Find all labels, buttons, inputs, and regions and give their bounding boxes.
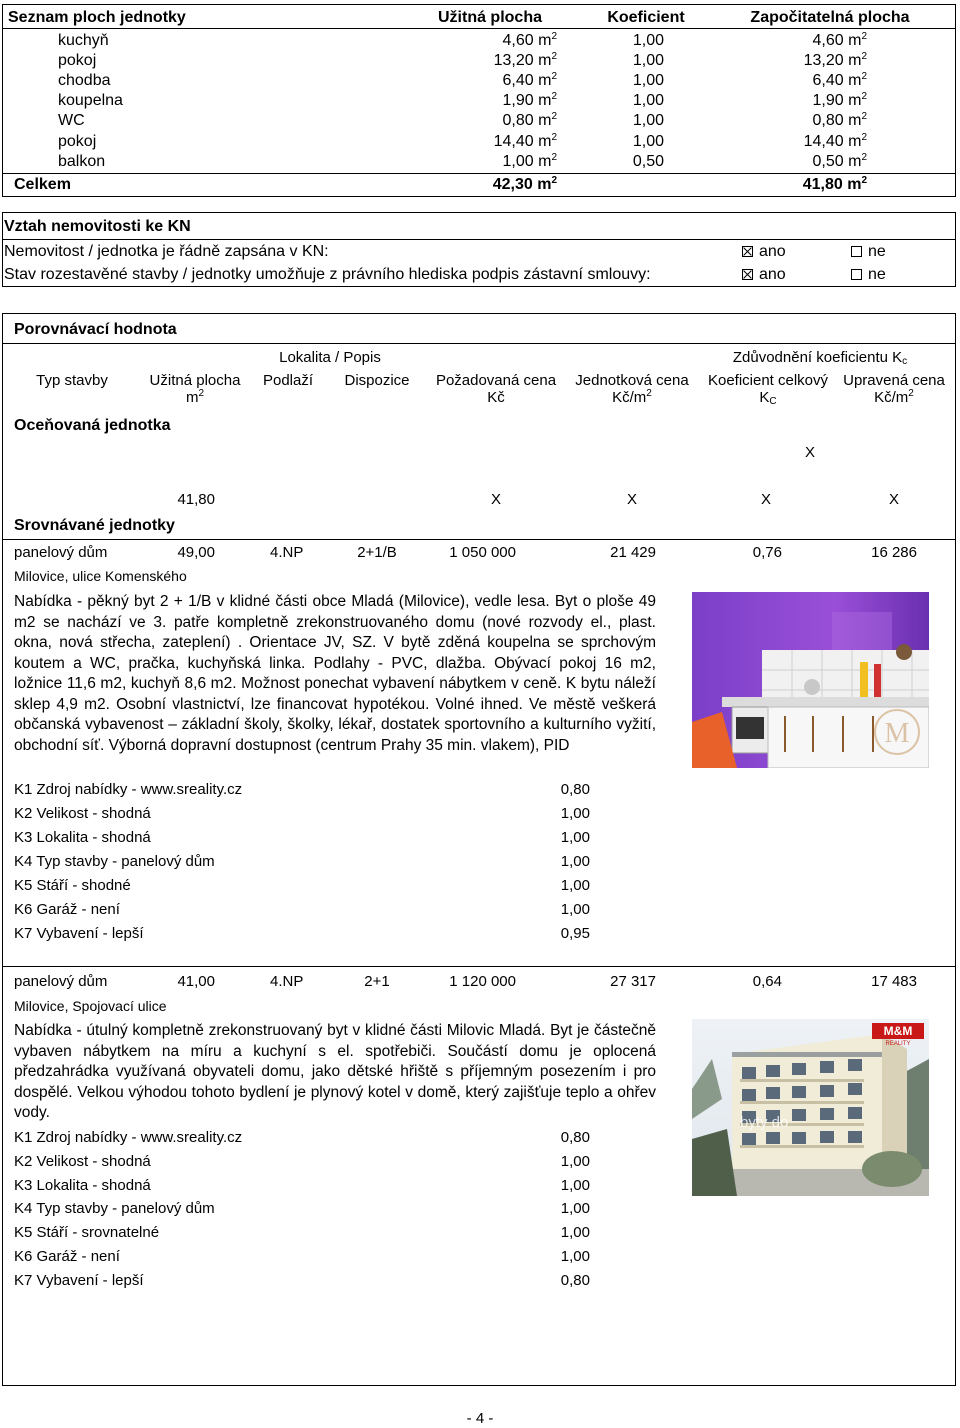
listing-adjusted-price: 17 483 bbox=[871, 973, 917, 990]
relation-row-2-no[interactable]: ne bbox=[851, 266, 886, 284]
room-area: 0,80 $m^2$ bbox=[502, 111, 557, 129]
listing-photo-building bbox=[692, 1019, 929, 1196]
valued-mark-unit-price: X bbox=[626, 491, 637, 508]
col-price: Požadovaná cena Kč bbox=[435, 372, 557, 406]
factor-label: K1 Zdroj nabídky - www.sreality.cz bbox=[14, 781, 243, 798]
room-coef: 1,00 bbox=[632, 32, 664, 49]
listing-coef: 0,76 bbox=[752, 544, 782, 561]
relation-row-1-label: Nemovitost / jednotka je řádně zapsána v KN: bbox=[4, 243, 329, 260]
photo-watermark: byty do bbox=[740, 1114, 789, 1131]
room-name: koupelna bbox=[58, 92, 123, 109]
factor-label: K6 Garáž - není bbox=[14, 1248, 120, 1265]
room-area: 6,40 $m^2$ bbox=[502, 71, 557, 89]
factor-value: 1,00 bbox=[560, 1153, 590, 1170]
factor-label: K3 Lokalita - shodná bbox=[14, 1177, 151, 1194]
relation-row-2-yes[interactable]: ano bbox=[742, 266, 786, 284]
room-counted: 6,40 $m^2$ bbox=[812, 71, 867, 89]
factor-label: K7 Vybavení - lepší bbox=[14, 925, 144, 942]
listing-type: panelový dům bbox=[14, 544, 108, 561]
valued-mark-adjusted: X bbox=[888, 491, 899, 508]
empty-checkbox-icon bbox=[851, 246, 862, 257]
room-area: 13,20 $m^2$ bbox=[493, 51, 557, 69]
room-coef: 1,00 bbox=[632, 72, 664, 89]
factor-value: 1,00 bbox=[560, 1200, 590, 1217]
valued-coef-mark: X bbox=[804, 444, 815, 461]
valued-mark-coef: X bbox=[760, 491, 771, 508]
factor-label: K3 Lokalita - shodná bbox=[14, 829, 151, 846]
room-counted: 14,40 $m^2$ bbox=[803, 132, 867, 150]
room-name: kuchyň bbox=[58, 32, 109, 49]
svg-text:M: M bbox=[884, 718, 910, 749]
room-area: 14,40 $m^2$ bbox=[493, 132, 557, 150]
factor-value: 1,00 bbox=[560, 1177, 590, 1194]
listing-description: Nabídka - pěkný byt 2 + 1/B v klidné části obce Mladá (Milovice), vedle lesa. Byt o ploše 49 m2 se nachází ve 3. patře kompletně zrekonstruovaného domu (nové rozvody el., plast. okna, nová střecha, zateplení) . Orientace JV, SZ. V bytě zděná koupelna se sprchovým koutem a WC, pračka, kuchyňská linka. Podlahy - PVC, dlažba. Obývací pokoj 16 m2, ložnice 11,6 m2, kuchyň 8,6 m2. Možnost ponechat vybavení nábytkem v ceně. K bytu náleží sklep 4,9 m2. Osobní vlastnictví, lze financovat hypotékou. Volné ihned. Ve městě veškerá občanská vybavenost – základní školy, školky, lékař, dostatek sportovního a kulturního vyžití, obchodní síť. Výborná dopravní dostupnost (centrum Prahy 35 min. vlakem), PID bbox=[14, 593, 656, 754]
listing-area: 49,00 bbox=[177, 544, 215, 561]
comparison-title: Porovnávací hodnota bbox=[14, 321, 177, 338]
factor-value: 0,80 bbox=[560, 781, 590, 798]
listing-unit-price: 27 317 bbox=[610, 973, 656, 990]
factor-value: 0,95 bbox=[560, 925, 590, 942]
valued-area: 41,80 bbox=[177, 491, 215, 508]
relation-divider bbox=[2, 239, 956, 240]
factor-label: K4 Typ stavby - panelový dům bbox=[14, 853, 215, 870]
factor-value: 1,00 bbox=[560, 805, 590, 822]
room-area: 1,00 $m^2$ bbox=[502, 152, 557, 170]
listing-unit-price: 21 429 bbox=[610, 544, 656, 561]
rooms-header-area: Užitná plocha bbox=[437, 9, 542, 26]
comparison-title-divider bbox=[2, 343, 956, 344]
col-coef: Koeficient celkový $K_C$ bbox=[707, 372, 829, 407]
factor-value: 1,00 bbox=[560, 877, 590, 894]
page-number: - 4 - bbox=[466, 1410, 494, 1427]
room-coef: 1,00 bbox=[632, 133, 664, 150]
photo-logo-text: M&M bbox=[883, 1024, 913, 1038]
listing-divider bbox=[2, 966, 956, 967]
room-coef: 1,00 bbox=[632, 112, 664, 129]
room-coef: 1,00 bbox=[632, 52, 664, 69]
listing-coef: 0,64 bbox=[752, 973, 782, 990]
col-area: Užitná plocha $m^2$ bbox=[149, 372, 241, 406]
factor-label: K7 Vybavení - lepší bbox=[14, 1272, 144, 1289]
factor-value: 1,00 bbox=[560, 901, 590, 918]
room-name: balkon bbox=[58, 153, 106, 170]
relation-row-2-label: Stav rozestavěné stavby / jednotky umožňuje z právního hlediska podpis zástavní smlouvy: bbox=[4, 266, 651, 283]
factor-label: K4 Typ stavby - panelový dům bbox=[14, 1200, 215, 1217]
col-floor: Podlaží bbox=[262, 372, 314, 389]
listing-type: panelový dům bbox=[14, 973, 108, 990]
room-coef: 0,50 bbox=[632, 153, 664, 170]
factor-value: 1,00 bbox=[560, 829, 590, 846]
room-counted: 13,20 $m^2$ bbox=[803, 51, 867, 69]
rooms-header-counted: Započitatelná plocha bbox=[750, 9, 910, 26]
room-name: pokoj bbox=[58, 52, 97, 69]
col-type: Typ stavby bbox=[36, 372, 108, 389]
listing-location: Milovice, Spojovací ulice bbox=[14, 998, 167, 1014]
factor-label: K2 Velikost - shodná bbox=[14, 805, 151, 822]
valued-unit-title: Oceňovaná jednotka bbox=[14, 417, 171, 434]
room-name: chodba bbox=[58, 72, 111, 89]
factor-label: K1 Zdroj nabídky - www.sreality.cz bbox=[14, 1129, 243, 1146]
col-layout: Dispozice bbox=[344, 372, 410, 389]
compared-units-title: Srovnávané jednotky bbox=[14, 517, 175, 534]
rooms-header-name: Seznam ploch jednotky bbox=[8, 9, 186, 26]
factor-value: 1,00 bbox=[560, 853, 590, 870]
listing-photo-kitchen bbox=[692, 592, 929, 768]
rooms-total-area: 42,30 $m^2$ bbox=[492, 175, 557, 193]
col-adjusted-price: Upravená cena $Kč/m^2$ bbox=[843, 372, 945, 406]
empty-checkbox-icon bbox=[851, 269, 862, 280]
room-counted: 1,90 $m^2$ bbox=[812, 91, 867, 109]
compared-units-divider bbox=[2, 539, 956, 540]
room-counted: 4,60 $m^2$ bbox=[812, 31, 867, 49]
listing-floor: 4.NP bbox=[270, 544, 304, 561]
listing-description: Nabídka - útulný kompletně zrekonstruovaný byt v klidné části Milovic Mladá. Byt je částečně vybaven nábytkem na míru a kuchyní s el. spotřebiči. Součástí domu je oplocená předzahrádka využívaná obyvateli domu, jako dětské hřiště s příjemným posezením i pro dospělé. Velkou výhodou tohoto bydlení je plynový kotel v domě, který zajišťuje teplo a ohřev vody. bbox=[14, 1022, 656, 1121]
rooms-header-divider bbox=[2, 28, 956, 29]
factor-label: K5 Stáří - shodné bbox=[14, 877, 131, 894]
listing-adjusted-price: 16 286 bbox=[871, 544, 917, 561]
relation-title: Vztah nemovitosti ke KN bbox=[4, 218, 191, 235]
listing-floor: 4.NP bbox=[270, 973, 304, 990]
room-name: WC bbox=[58, 112, 85, 129]
factor-label: K2 Velikost - shodná bbox=[14, 1153, 151, 1170]
checked-box-icon bbox=[742, 269, 753, 280]
factor-value: 0,80 bbox=[560, 1129, 590, 1146]
valued-mark-price: X bbox=[490, 491, 501, 508]
group-location: Lokalita / Popis bbox=[279, 349, 381, 366]
col-unit-price: Jednotková cena $Kč/m^2$ bbox=[575, 372, 689, 406]
room-area: 1,90 $m^2$ bbox=[502, 91, 557, 109]
group-justification: Zdůvodnění koeficientu $K_c$ bbox=[732, 349, 908, 367]
relation-row-1-yes[interactable]: ano bbox=[742, 243, 786, 261]
factor-label: K5 Stáří - srovnatelné bbox=[14, 1224, 160, 1241]
room-counted: 0,50 $m^2$ bbox=[812, 152, 867, 170]
factor-value: 0,80 bbox=[560, 1272, 590, 1289]
factor-label: K6 Garáž - není bbox=[14, 901, 120, 918]
listing-price: 1 120 000 bbox=[449, 973, 516, 990]
relation-row-1-no[interactable]: ne bbox=[851, 243, 886, 261]
room-area: 4,60 $m^2$ bbox=[502, 31, 557, 49]
photo-logo-subtext: REALITY bbox=[885, 1041, 911, 1047]
listing-area: 41,00 bbox=[177, 973, 215, 990]
room-name: pokoj bbox=[58, 133, 97, 150]
listing-layout: 2+1/B bbox=[357, 544, 397, 561]
factor-value: 1,00 bbox=[560, 1248, 590, 1265]
room-counted: 0,80 $m^2$ bbox=[812, 111, 867, 129]
room-coef: 1,00 bbox=[632, 92, 664, 109]
checked-box-icon bbox=[742, 246, 753, 257]
rooms-total-divider bbox=[2, 173, 956, 174]
factor-value: 1,00 bbox=[560, 1224, 590, 1241]
listing-price: 1 050 000 bbox=[449, 544, 516, 561]
rooms-total-counted: 41,80 $m^2$ bbox=[802, 175, 867, 193]
listing-layout: 2+1 bbox=[364, 973, 390, 990]
listing-location: Milovice, ulice Komenského bbox=[14, 568, 187, 584]
rooms-header-coef: Koeficient bbox=[607, 9, 685, 26]
rooms-total-label: Celkem bbox=[14, 176, 71, 193]
